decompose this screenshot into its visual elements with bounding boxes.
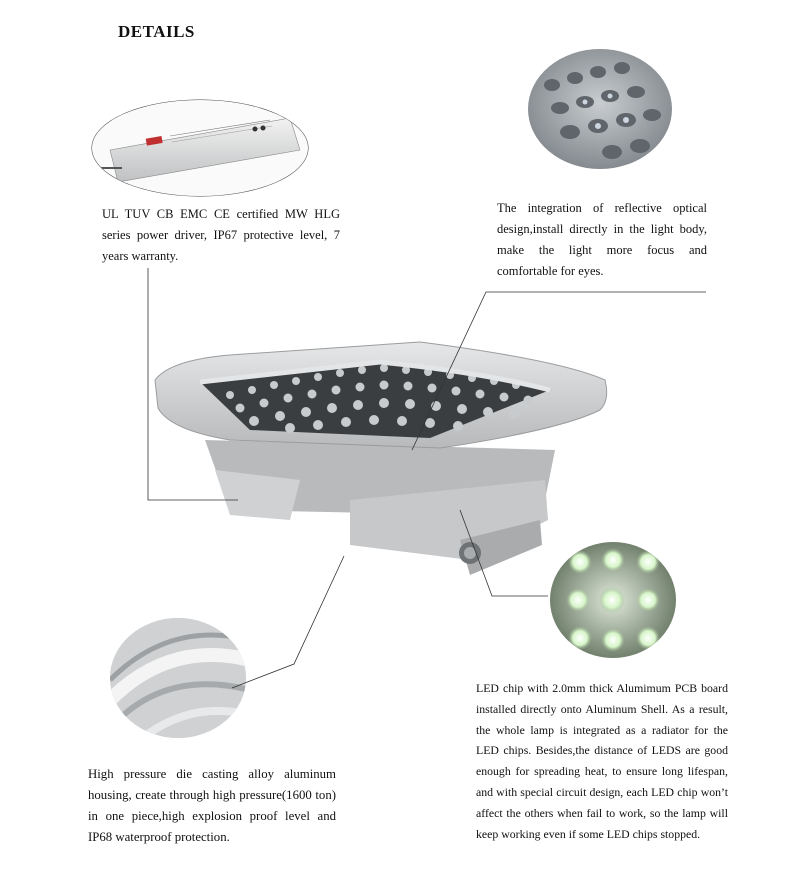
driver-description: UL TUV CB EMC CE certified MW HLG series power driver, IP67 protective level, 7 years warranty. bbox=[102, 207, 340, 263]
page-title: DETAILS bbox=[118, 22, 195, 41]
led-description: LED chip with 2.0mm thick Alumimum PCB board installed directly onto Aluminum Shell. As a result, the whole lamp is integrated as a radiator for the LED chips. Besides,the distance of LEDS are good enough for spreading heat, to ensure long lifespan, and with special circuit design, each LED chip won’t affect the others when fail to work, so the lamp will keep working even if some LED chips stopped. bbox=[476, 681, 728, 841]
optic-inset bbox=[528, 49, 672, 169]
optics-description: The integration of reflective optical design,install directly in the light body, make the light more focus and comfortable for eyes. bbox=[497, 201, 707, 278]
led-inset bbox=[550, 542, 676, 658]
driver-inset bbox=[92, 100, 312, 200]
housing-description: High pressure die casting alloy aluminum housing, create through high pressure(1600 ton) in one piece,high explosion proof level and IP68 waterproof protection. bbox=[88, 767, 336, 844]
luminaire bbox=[155, 342, 607, 575]
housing-inset bbox=[100, 610, 260, 750]
